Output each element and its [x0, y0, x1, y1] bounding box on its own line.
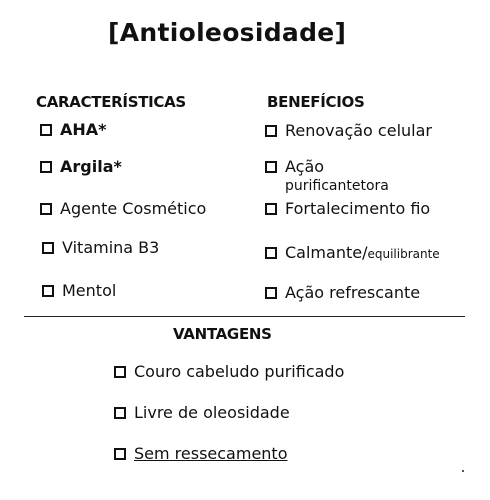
list-item	[114, 362, 344, 381]
list-item	[265, 243, 440, 262]
list-item	[42, 238, 159, 257]
list-item-continuation: purificantetora	[285, 178, 389, 194]
checkbox-icon	[265, 287, 277, 299]
list-item-label: Couro cabeludo purificado	[134, 362, 345, 381]
checkbox-icon	[265, 161, 277, 173]
list-item-label: Vitamina B3	[62, 238, 160, 257]
checkbox-icon	[265, 247, 277, 259]
list-item	[40, 199, 206, 218]
stray-dot	[462, 470, 464, 472]
list-item	[265, 121, 432, 140]
list-item	[265, 199, 430, 218]
checkbox-icon	[42, 285, 54, 297]
list-item-label: Ação refrescante	[285, 283, 421, 302]
checkbox-icon	[114, 407, 126, 419]
checkbox-icon	[265, 203, 277, 215]
list-item-label: Sem ressecamento	[134, 444, 288, 463]
beneficios-heading: BENEFÍCIOS	[267, 93, 365, 111]
vantagens-heading: VANTAGENS	[173, 325, 272, 343]
checkbox-icon	[42, 242, 54, 254]
section-divider	[24, 316, 465, 317]
list-item	[114, 444, 288, 463]
checkbox-icon	[40, 161, 52, 173]
list-item	[40, 120, 107, 139]
list-item-label: Calmante/equilibrante	[285, 243, 440, 262]
checkbox-icon	[114, 448, 126, 460]
list-item	[114, 403, 290, 422]
checkbox-icon	[114, 366, 126, 378]
list-item-label: Fortalecimento fio	[285, 199, 431, 218]
list-item	[265, 283, 420, 302]
checkbox-icon	[40, 124, 52, 136]
list-item-label: Mentol	[62, 281, 117, 300]
checkbox-icon	[40, 203, 52, 215]
list-item-label: Renovação celular	[285, 121, 432, 140]
list-item-label: Livre de oleosidade	[134, 403, 290, 422]
list-item-label: Ação	[285, 157, 325, 176]
checkbox-icon	[265, 125, 277, 137]
list-item-label: AHA*	[60, 120, 107, 139]
list-item	[42, 281, 116, 300]
page-title: [Antioleosidade]	[108, 18, 347, 47]
list-item	[40, 157, 122, 176]
list-item-label: Argila*	[60, 157, 122, 176]
list-item-label: Agente Cosmético	[60, 199, 207, 218]
caracteristicas-heading: CARACTERÍSTICAS	[36, 93, 186, 111]
list-item	[265, 157, 324, 176]
